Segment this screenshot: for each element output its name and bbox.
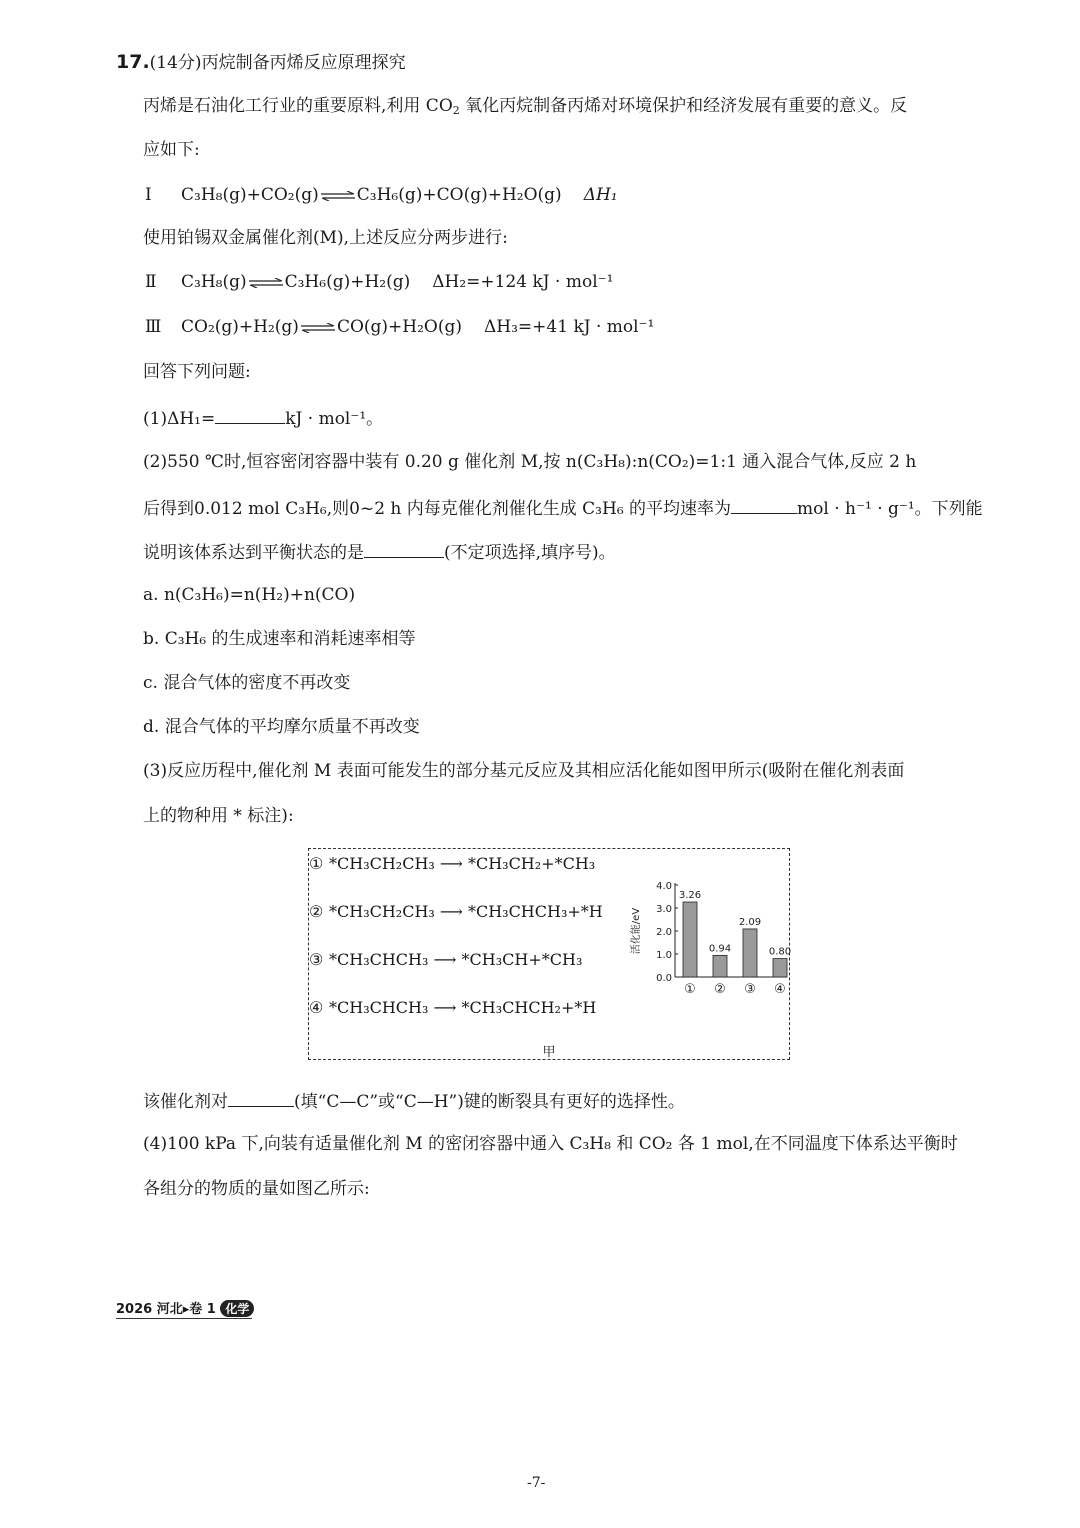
reaction-2 — [145, 270, 613, 294]
bar — [683, 902, 697, 977]
reaction-2-left: C₃H₈(g) — [181, 272, 247, 292]
figure-caption: 甲 — [542, 1045, 556, 1060]
footer-label — [116, 1298, 254, 1317]
y-tick-label: 3.0 — [656, 904, 672, 915]
reaction-number: ① — [309, 854, 324, 873]
reaction-right: *CH₃CHCH₂+*H — [461, 998, 597, 1017]
intro-line-2: 应如下: — [143, 140, 200, 160]
q3-after-a: 该催化剂对 — [143, 1092, 228, 1112]
q1-suffix: kJ · mol⁻¹。 — [285, 409, 384, 429]
reaction-number: ④ — [309, 998, 324, 1017]
figure-reaction-3 — [309, 950, 582, 969]
q3-after-b: (填“C—C”或“C—H”)键的断裂具有更好的选择性。 — [294, 1092, 685, 1112]
answer-blank[interactable] — [731, 495, 797, 514]
bar — [743, 929, 757, 977]
catalyst-text: 使用铂锡双金属催化剂(M),上述反应分两步进行: — [143, 228, 508, 248]
reaction-number: ③ — [309, 950, 324, 969]
category-label: ① — [684, 982, 696, 997]
reaction-number: ② — [309, 902, 324, 921]
equilibrium-arrow-icon — [247, 278, 285, 288]
option-a: a. n(C₃H₆)=n(H₂)+n(CO) — [143, 585, 356, 605]
q4-line-1: (4)100 kPa 下,向装有适量催化剂 M 的密闭容器中通入 C₃H₈ 和 CO₂ 各 1 mol,在不同温度下体系达平衡时 — [143, 1134, 958, 1154]
q1-prefix: (1)ΔH₁= — [143, 409, 216, 429]
right-arrow-icon: ⟶ — [439, 854, 463, 873]
question-title: (14分)丙烷制备丙烯反应原理探究 — [149, 53, 406, 73]
question-1 — [143, 405, 383, 431]
category-label: ③ — [744, 982, 756, 997]
right-arrow-icon: ⟶ — [433, 998, 457, 1017]
footer-text: 2026 河北▸卷 1 — [116, 1302, 216, 1317]
y-tick-label: 0.0 — [656, 973, 672, 984]
reaction-left: *CH₃CH₂CH₃ — [329, 902, 435, 921]
category-label: ④ — [774, 982, 786, 997]
q2-line-3-a: 说明该体系达到平衡状态的是 — [143, 543, 364, 563]
q2-line-1: (2)550 ℃时,恒容密闭容器中装有 0.20 g 催化剂 M,按 n(C₃H₈):n(CO₂)=1:1 通入混合气体,反应 2 h — [143, 452, 917, 472]
answer-blank[interactable] — [215, 405, 285, 424]
q3-line-1: (3)反应历程中,催化剂 M 表面可能发生的部分基元反应及其相应活化能如图甲所示(吸附在催化剂表面 — [143, 761, 905, 781]
q3-line-2: 上的物种用 * 标注): — [143, 806, 294, 826]
figure-reaction-4 — [309, 998, 596, 1017]
option-c: c. 混合气体的密度不再改变 — [143, 673, 351, 693]
reaction-left: *CH₃CHCH₃ — [329, 950, 429, 969]
reaction-right: *CH₃CH+*CH₃ — [461, 950, 583, 969]
answer-blank[interactable] — [364, 539, 444, 558]
question-header — [116, 50, 406, 75]
reaction-right: *CH₃CH₂+*CH₃ — [467, 854, 596, 873]
y-tick-label: 4.0 — [656, 881, 672, 892]
option-d: d. 混合气体的平均摩尔质量不再改变 — [143, 717, 420, 737]
data-label: 3.26 — [678, 890, 702, 902]
q3-after — [143, 1088, 685, 1114]
q2-line-2-a: 后得到0.012 mol C₃H₆,则0~2 h 内每克催化剂催化生成 C₃H₆ 的平均速率为 — [143, 499, 732, 519]
reaction-right: *CH₃CHCH₃+*H — [467, 902, 603, 921]
answer-blank[interactable] — [228, 1088, 294, 1107]
page-number: -7- — [527, 1475, 546, 1491]
reaction-1-label: Ⅰ — [145, 185, 152, 205]
intro-text-b: 氧化丙烷制备丙烯对环境保护和经济发展有重要的意义。反 — [459, 96, 908, 116]
q2-line-3-b: (不定项选择,填序号)。 — [444, 543, 616, 563]
y-tick-label: 1.0 — [656, 950, 672, 961]
reaction-1 — [145, 183, 618, 207]
reaction-3-dh: ΔH₃=+41 kJ · mol⁻¹ — [484, 317, 655, 337]
figure-reaction-2 — [309, 902, 603, 921]
reaction-1-left: C₃H₈(g)+CO₂(g) — [181, 185, 319, 205]
reaction-1-dh: ΔH₁ — [583, 185, 618, 205]
figure-jia — [308, 848, 790, 1060]
bar — [713, 955, 727, 977]
intro-text-a: 丙烯是石油化工行业的重要原料,利用 CO — [143, 96, 453, 116]
subject-badge: 化学 — [220, 1300, 254, 1317]
q2-line-2 — [143, 495, 983, 521]
option-b: b. C₃H₆ 的生成速率和消耗速率相等 — [143, 629, 416, 649]
reaction-3-label: Ⅲ — [145, 317, 162, 337]
y-tick-label: 2.0 — [656, 927, 672, 938]
reaction-left: *CH₃CH₂CH₃ — [329, 854, 435, 873]
reaction-3-left: CO₂(g)+H₂(g) — [181, 317, 299, 337]
right-arrow-icon: ⟶ — [439, 902, 463, 921]
y-axis-label: 活化能/eV — [631, 907, 642, 955]
q2-line-2-b: mol · h⁻¹ · g⁻¹。下列能 — [797, 499, 983, 519]
equilibrium-arrow-icon — [319, 191, 357, 201]
intro-line-1: 丙烯是石油化工行业的重要原料,利用 $CO_2$ 氧化丙烷制备丙烯对环境保护和经济发展有重要的意义。反 — [143, 96, 908, 117]
reaction-left: *CH₃CHCH₃ — [329, 998, 429, 1017]
figure-reaction-1 — [309, 854, 595, 873]
data-label: 0.94 — [708, 943, 732, 955]
bar — [773, 959, 787, 977]
question-number: 17. — [116, 51, 150, 73]
right-arrow-icon: ⟶ — [433, 950, 457, 969]
answer-prompt: 回答下列问题: — [143, 362, 251, 382]
category-label: ② — [714, 982, 726, 997]
reaction-1-right: C₃H₆(g)+CO(g)+H₂O(g) — [356, 185, 562, 205]
reaction-3 — [145, 315, 654, 339]
footer-rule — [116, 1318, 252, 1319]
q2-line-3 — [143, 539, 616, 565]
data-label: 0.80 — [768, 946, 792, 958]
reaction-3-right: CO(g)+H₂O(g) — [336, 317, 462, 337]
reaction-2-right: C₃H₆(g)+H₂(g) — [284, 272, 411, 292]
data-label: 2.09 — [738, 916, 762, 928]
reaction-2-label: Ⅱ — [145, 272, 157, 292]
q4-line-2: 各组分的物质的量如图乙所示: — [143, 1179, 370, 1199]
activation-energy-chart — [627, 875, 797, 1005]
equilibrium-arrow-icon — [299, 323, 337, 333]
reaction-2-dh: ΔH₂=+124 kJ · mol⁻¹ — [432, 272, 614, 292]
